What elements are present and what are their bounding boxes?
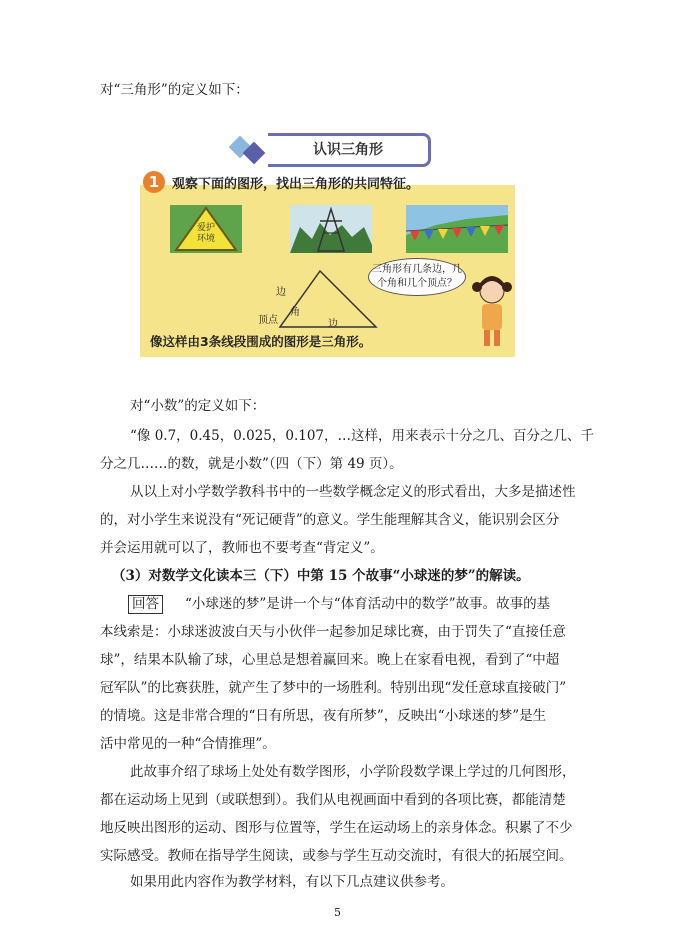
figure-banner-title: 认识三角形 (268, 133, 431, 167)
page-number: 5 (334, 906, 341, 919)
pennant-picture (406, 205, 508, 253)
heading-decimal-definition: 对“小数”的定义如下： (130, 398, 266, 414)
label-edge-bottom: 边 (328, 319, 338, 330)
power-tower-icon (290, 205, 372, 253)
task-instruction: 观察下面的图形，找出三角形的共同特征。 (172, 177, 420, 192)
answer-label-box: 回答 (128, 595, 163, 614)
figure-caption: 像这样由3条线段围成的图形是三角形。 (150, 334, 372, 349)
sign-text-line2: 环境 (196, 234, 215, 244)
answer-first-line (128, 594, 598, 614)
answer-text: “小球迷的梦”是讲一个与“体育活动中的数学”故事。故事的基 (185, 596, 551, 612)
sign-text-line1: 爱护 (196, 223, 215, 233)
sign-picture (170, 205, 242, 253)
section-heading: （3）对数学文化读本三（下）中第 15 个故事“小球迷的梦”的解读。 (112, 568, 530, 584)
paragraph-line: 实际感受。教师在指导学生阅读，或参与学生互动交流时，有很大的拓展空间。 (100, 848, 573, 864)
label-edge-top: 边 (276, 287, 286, 298)
paragraph-line: 冠军队”的比赛获胜，就产生了梦中的一场胜利。特别出现“发任意球直接破门” (100, 680, 567, 696)
decimal-definition-line1: “像 0.7，0.45，0.025，0.107，…这样，用来表示十分之几、百分之几、千 (130, 428, 595, 444)
speech-bubble: 三角形有几条边，几个角和几个顶点？ (368, 258, 466, 296)
paragraph-line: 活中常见的一种“合情推理”。 (100, 736, 276, 752)
paragraph-line: 从以上对小学数学教科书中的一些数学概念定义的形式看出，大多是描述性 (130, 484, 576, 500)
heading-triangle-definition: 对“三角形”的定义如下： (100, 82, 249, 98)
paragraph-line: 的，对小学生来说没有“死记硬背”的意义。学生能理解其含义，能识别会区分 (100, 512, 560, 528)
label-vertex: 顶点 (258, 315, 278, 326)
paragraph-line: 并会运用就可以了，教师也不要考查“背定义”。 (100, 540, 384, 556)
pylon-picture (290, 205, 372, 253)
paragraph-line: 地反映出图形的运动、图形与位置等，学生在运动场上的亲身体念。积累了不少 (100, 820, 573, 836)
decimal-definition-line2: 分之几……的数，就是小数”（四（下）第 49 页）。 (100, 456, 403, 472)
task-number-badge: 1 (143, 171, 165, 193)
paragraph-line: 此故事介绍了球场上处处有数学图形，小学阶段数学课上学过的几何图形， (130, 764, 576, 780)
girl-character-icon (470, 273, 515, 353)
paragraph-line: 的情境。这是非常合理的“日有所思，夜有所梦”，反映出“小球迷的梦”是生 (100, 708, 547, 724)
pennant-flags-icon (406, 205, 508, 253)
paragraph-line: 本线索是：小球迷波波白天与小伙伴一起参加足球比赛，由于罚失了“直接任意 (100, 624, 566, 640)
paragraph-line: 如果用此内容作为教学材料，有以下几点建议供参考。 (130, 874, 454, 890)
textbook-figure-triangle (140, 125, 515, 357)
label-angle: 角 (290, 307, 300, 318)
paragraph-line: 都在运动场上见到（或联想到）。我们从电视画面中看到的各项比赛，都能清楚 (100, 792, 566, 808)
paragraph-line: 球”，结果本队输了球，心里总是想着赢回来。晚上在家看电视，看到了“中超 (100, 652, 560, 668)
